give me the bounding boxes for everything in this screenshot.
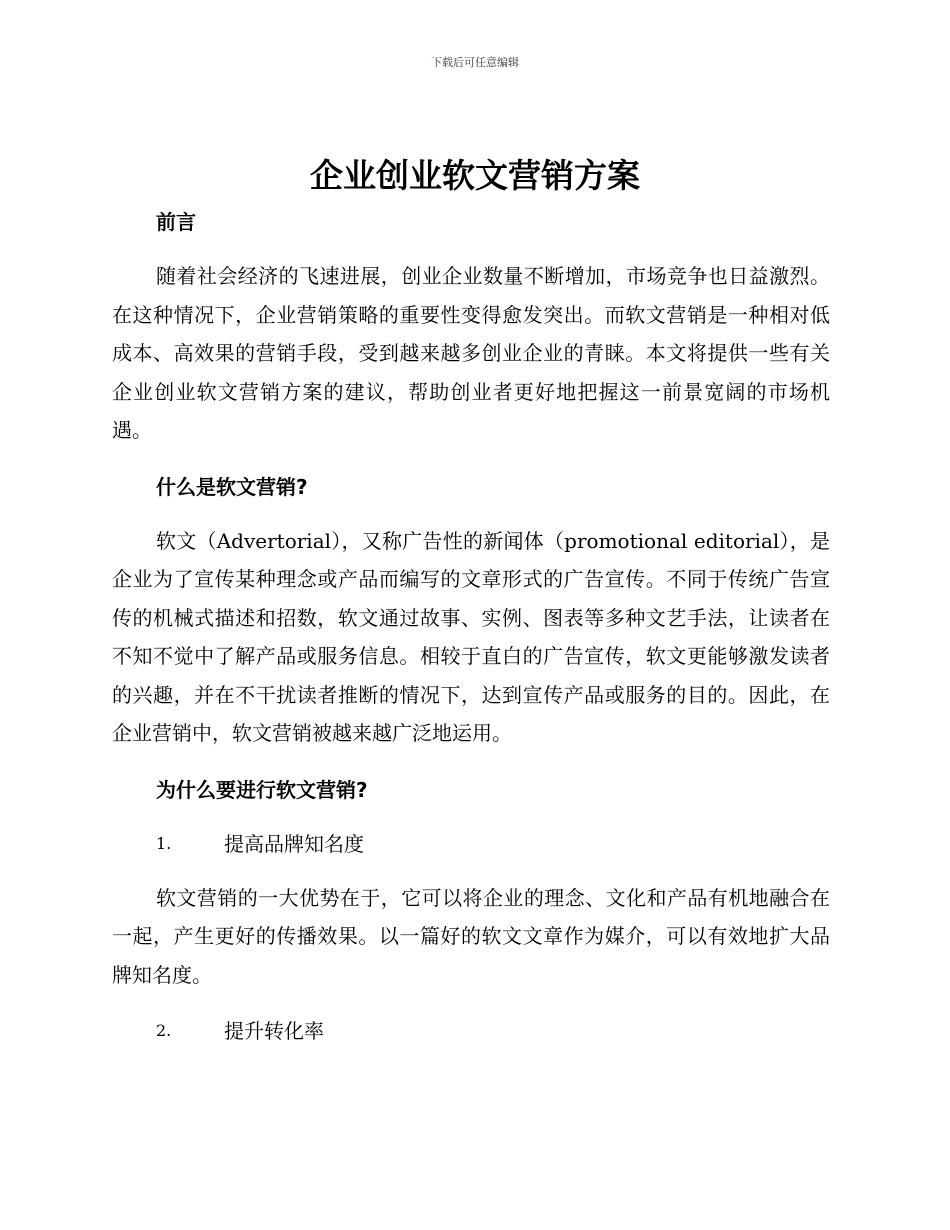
header-note: 下载后可任意编辑	[431, 56, 519, 69]
list-item	[112, 1012, 830, 1050]
list-item	[112, 825, 830, 863]
what-is-paragraph: 软文（Advertorial），又称广告性的新闻体（promotional editorial），是企业为了宣传某种理念或产品而编写的文章形式的广告宣传。不同于传统广告宣传的机械式描述和招数，软文通过故事、实例、图表等多种文艺手法，让读者在不知不觉中了解产品或服务信息。相较于直白的广告宣传，软文更能够激发读者的兴趣，并在不干扰读者推断的情况下，达到宣传产品或服务的目的。因此，在企业营销中，软文营销被越来越广泛地运用。	[112, 528, 830, 745]
document-title: 企业创业软文营销方案	[310, 156, 640, 195]
list-item-label: 提升转化率	[224, 1019, 324, 1043]
preface-paragraph: 随着社会经济的飞速进展，创业企业数量不断增加，市场竞争也日益激烈。在这种情况下，企业营销策略的重要性变得愈发突出。而软文营销是一种相对低成本、高效果的营销手段，受到越来越多创业企业的青睐。本文将提供一些有关企业创业软文营销方案的建议，帮助创业者更好地把握这一前景宽阔的市场机遇。	[112, 264, 830, 442]
section-heading-preface: 前言	[156, 210, 196, 234]
list-item-number: 1.	[156, 833, 172, 853]
document-body	[112, 203, 830, 1050]
section-heading-what-is: 什么是软文营销?	[156, 474, 308, 499]
brand-awareness-paragraph: 软文营销的一大优势在于，它可以将企业的理念、文化和产品有机地融合在一起，产生更好的传播效果。以一篇好的软文文章作为媒介，可以有效地扩大品牌知名度。	[112, 885, 830, 987]
list-item-label: 提高品牌知名度	[224, 831, 364, 856]
list-item-number: 2.	[156, 1021, 172, 1040]
section-heading-why: 为什么要进行软文营销?	[156, 777, 368, 802]
